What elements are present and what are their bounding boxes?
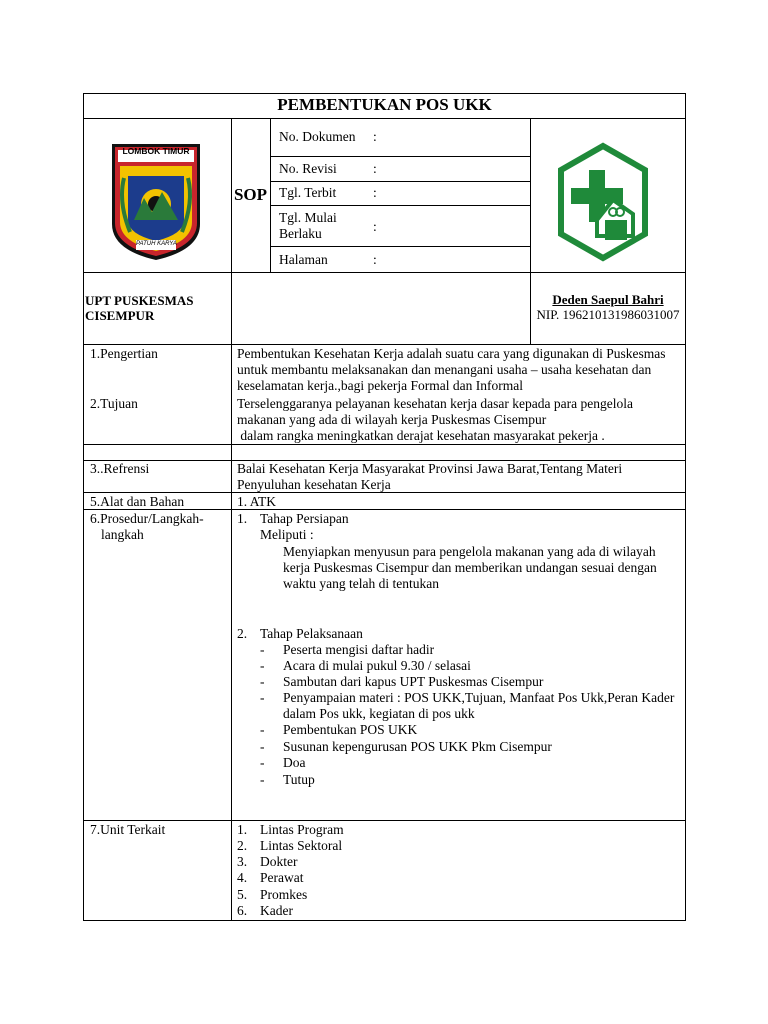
field-label-tgl-mulai-l2: Berlaku — [279, 226, 322, 241]
logo-text-top: LOMBOK TIMUR — [122, 146, 190, 156]
unit-num: 1. — [237, 822, 248, 837]
org-name-l2: CISEMPUR — [85, 308, 155, 323]
pengertian-line: untuk membantu melaksanakan dan menangani usaha – usaha kesehatan dan — [237, 362, 652, 377]
list-item: Kader — [260, 903, 293, 918]
bullet: - — [260, 755, 265, 770]
field-label-tgl-terbit: Tgl. Terbit — [279, 185, 337, 200]
puskesmas-logo — [555, 142, 651, 262]
field-sep: : — [373, 219, 377, 234]
page-title: PEMBENTUKAN POS UKK — [277, 95, 492, 114]
unit-num: 3. — [237, 854, 248, 869]
bullet: - — [260, 690, 265, 705]
step1-title: Tahap Persiapan — [260, 511, 349, 526]
step1-sub: Meliputi : — [260, 527, 314, 542]
field-sep: : — [373, 161, 377, 176]
list-item: Penyampaian materi : POS UKK,Tujuan, Manfaat Pos Ukk,Peran Kader — [283, 690, 675, 705]
bullet: - — [260, 642, 265, 657]
logo-text-bottom: PATUH KARYA — [136, 241, 177, 247]
field-label-tgl-mulai-l1: Tgl. Mulai — [279, 210, 337, 225]
section-label-prosedur-l2: langkah — [101, 527, 144, 542]
section-label-prosedur-l1: 6.Prosedur/Langkah- — [90, 511, 204, 526]
field-sep: : — [373, 185, 377, 200]
field-label-no-dokumen: No. Dokumen — [279, 129, 356, 144]
signer-nip: NIP. 196210131986031007 — [536, 307, 680, 322]
bullet: - — [260, 739, 265, 754]
step1-line: Menyiapkan menyusun para pengelola makanan yang ada di wilayah — [283, 544, 656, 559]
org-name-l1: UPT PUSKESMAS — [85, 293, 194, 308]
step2-num: 2. — [237, 626, 248, 641]
step1-line: waktu yang telah di tentukan — [283, 576, 439, 591]
unit-num: 4. — [237, 870, 248, 885]
pengertian-line: Pembentukan Kesehatan Kerja adalah suatu cara yang digunakan di Puskesmas — [237, 346, 666, 361]
bullet: - — [260, 722, 265, 737]
tujuan-line: makanan yang ada di wilayah kerja Puskesmas Cisempur — [237, 412, 547, 427]
list-item: Perawat — [260, 870, 304, 885]
field-sep: : — [373, 129, 377, 144]
section-label-alat: 5.Alat dan Bahan — [90, 494, 185, 509]
list-item: Acara di mulai pukul 9.30 / selasai — [283, 658, 471, 673]
list-item: Pembentukan POS UKK — [283, 722, 418, 737]
unit-num: 6. — [237, 903, 248, 918]
step1-num: 1. — [237, 511, 248, 526]
list-item-cont: dalam Pos ukk, kegiatan di pos ukk — [283, 706, 475, 721]
alat-value: 1. ATK — [237, 494, 277, 509]
list-item: Peserta mengisi daftar hadir — [283, 642, 435, 657]
list-item: Doa — [283, 755, 306, 770]
section-label-referensi: 3..Refrensi — [90, 461, 150, 476]
unit-num: 5. — [237, 887, 248, 902]
referensi-line: Balai Kesehatan Kerja Masyarakat Provinsi Jawa Barat,Tentang Materi — [237, 461, 623, 476]
list-item: Tutup — [283, 772, 315, 787]
bullet: - — [260, 772, 265, 787]
list-item: Dokter — [260, 854, 298, 869]
list-item: Sambutan dari kapus UPT Puskesmas Cisempur — [283, 674, 544, 689]
section-label-tujuan: 2.Tujuan — [90, 396, 138, 411]
list-item: Lintas Program — [260, 822, 344, 837]
step1-line: kerja Puskesmas Cisempur dan memberikan undangan sesuai dengan — [283, 560, 657, 575]
field-label-no-revisi: No. Revisi — [279, 161, 337, 176]
section-label-pengertian: 1.Pengertian — [90, 346, 158, 361]
unit-num: 2. — [237, 838, 248, 853]
field-label-halaman: Halaman — [279, 252, 328, 267]
referensi-line: Penyuluhan kesehatan Kerja — [237, 477, 391, 492]
step2-title: Tahap Pelaksanaan — [260, 626, 363, 641]
field-sep: : — [373, 252, 377, 267]
tujuan-line: Terselenggaranya pelayanan kesehatan kerja dasar kepada para pengelola — [237, 396, 633, 411]
tujuan-line: dalam rangka meningkatkan derajat kesehatan masyarakat pekerja . — [237, 428, 605, 443]
signer-name: Deden Saepul Bahri — [552, 292, 664, 307]
list-item: Lintas Sektoral — [260, 838, 343, 853]
bullet: - — [260, 674, 265, 689]
section-label-unit: 7.Unit Terkait — [90, 822, 166, 837]
sop-label: SOP — [233, 185, 268, 204]
list-item: Promkes — [260, 887, 308, 902]
pengertian-line: keselamatan kerja.,bagi pekerja Formal dan Informal — [237, 378, 524, 393]
list-item: Susunan kepengurusan POS UKK Pkm Cisempur — [283, 739, 552, 754]
bullet: - — [260, 658, 265, 673]
